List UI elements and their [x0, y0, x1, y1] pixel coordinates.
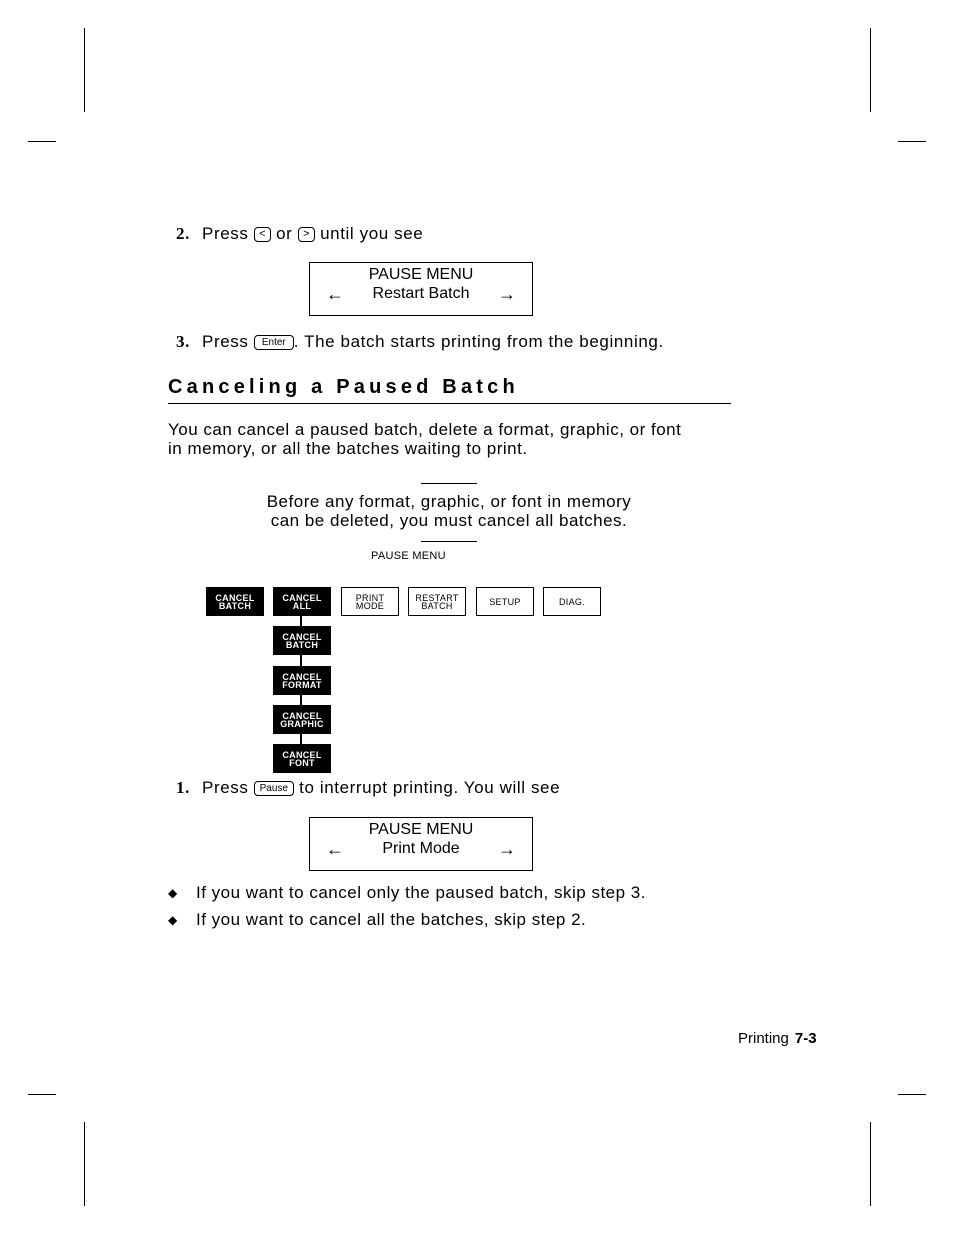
right-arrow-key-icon: > — [298, 227, 315, 242]
note-rule-top — [421, 483, 477, 484]
lcd-line-2: Print Mode — [382, 840, 460, 857]
menu-connector — [300, 695, 302, 705]
left-arrow-key-icon: < — [254, 227, 271, 242]
menu-connector — [300, 655, 302, 666]
crop-mark — [898, 141, 926, 142]
menu-diagram-title: PAUSE MENU — [371, 550, 446, 562]
right-arrow-icon: → — [498, 839, 516, 859]
menu-box-print-mode: PRINT MODE — [341, 587, 399, 616]
section-title: Canceling a Paused Batch — [168, 376, 519, 398]
lcd-line-1: PAUSE MENU — [368, 821, 474, 838]
right-arrow-icon: → — [498, 284, 516, 304]
step-3: 3. Press Enter . The batch starts printing from the beginning. — [176, 332, 664, 351]
crop-mark — [84, 1122, 85, 1206]
crop-mark — [870, 1122, 871, 1206]
lcd-line-1: PAUSE MENU — [368, 266, 474, 283]
menu-box-sub-cancel-graphic: CANCEL GRAPHIC — [273, 705, 331, 734]
diamond-bullet-icon: ◆ — [168, 886, 178, 900]
left-arrow-icon: ← — [326, 839, 344, 859]
crop-mark — [870, 28, 871, 112]
bullet-item: ◆ If you want to cancel all the batches, skip step 2. — [168, 910, 587, 929]
crop-mark — [28, 1094, 56, 1095]
crop-mark — [898, 1094, 926, 1095]
step-2: 2. Press < or > until you see — [176, 224, 424, 243]
menu-connector — [300, 734, 302, 744]
enter-key-icon: Enter — [254, 335, 294, 350]
crop-mark — [28, 141, 56, 142]
menu-box-cancel-batch: CANCEL BATCH — [206, 587, 264, 616]
page-footer — [738, 1030, 817, 1047]
note-text: Before any format, graphic, or font in memory can be deleted, you must cancel all batches. — [266, 492, 632, 530]
page-number: 7-3 — [794, 1030, 817, 1047]
menu-box-diag: DIAG. — [543, 587, 601, 616]
note-rule-bottom — [421, 541, 477, 542]
menu-box-restart-batch: RESTART BATCH — [408, 587, 466, 616]
step-number: 2. — [176, 224, 190, 243]
menu-box-sub-cancel-batch: CANCEL BATCH — [273, 626, 331, 655]
lcd-line-2: Restart Batch — [372, 285, 470, 302]
left-arrow-icon: ← — [326, 284, 344, 304]
footer-section: Printing — [738, 1030, 789, 1047]
diamond-bullet-icon: ◆ — [168, 913, 178, 927]
bullet-item: ◆ If you want to cancel only the paused batch, skip step 3. — [168, 883, 646, 902]
step-number: 3. — [176, 332, 190, 351]
menu-box-cancel-all: CANCEL ALL — [273, 587, 331, 616]
menu-connector — [300, 616, 302, 626]
step-number: 1. — [176, 778, 190, 797]
pause-key-icon: Pause — [254, 781, 294, 796]
title-underline — [168, 403, 731, 404]
lcd-display-print-mode — [309, 817, 533, 871]
lcd-display-restart-batch — [309, 262, 533, 316]
menu-box-sub-cancel-format: CANCEL FORMAT — [273, 666, 331, 695]
intro-paragraph: You can cancel a paused batch, delete a format, graphic, or font in memory, or all the batches waiting to print. — [168, 420, 682, 458]
crop-mark — [84, 28, 85, 112]
menu-box-setup: SETUP — [476, 587, 534, 616]
step-1: 1. Press Pause to interrupt printing. You will see — [176, 778, 561, 797]
menu-box-sub-cancel-font: CANCEL FONT — [273, 744, 331, 773]
